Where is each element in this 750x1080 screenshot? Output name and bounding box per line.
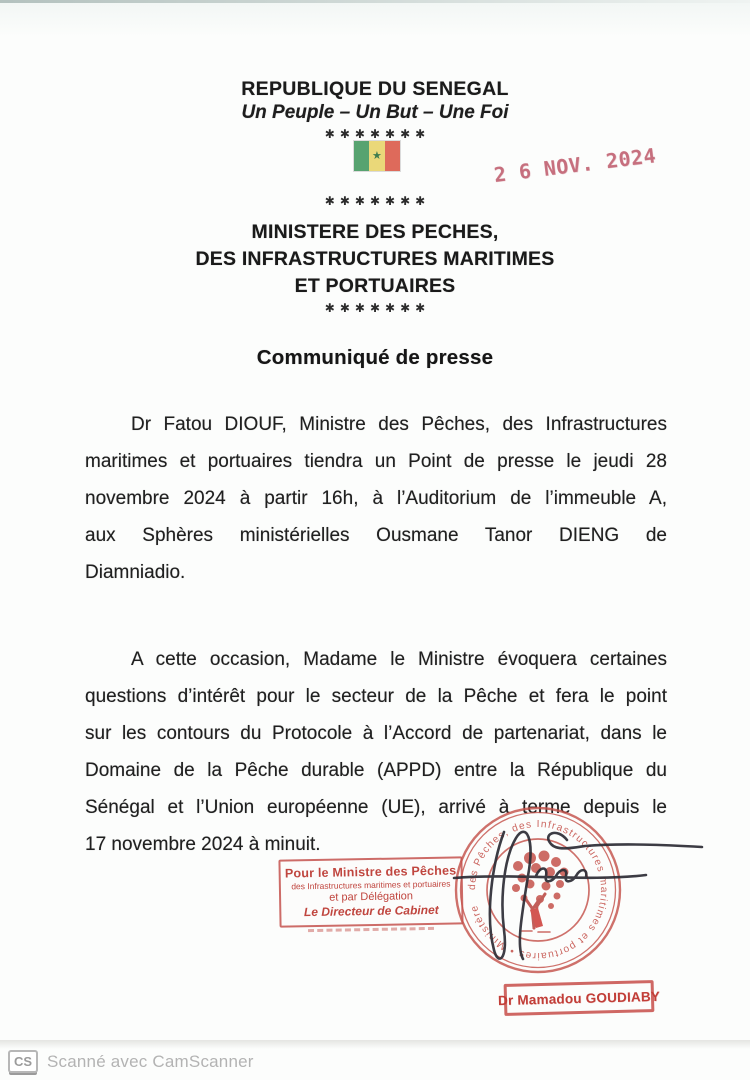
- signature: [440, 798, 712, 990]
- stamp-edge-marks: [308, 927, 434, 932]
- delegation-stamp-line2: des Infrastructures maritimes et portuaires: [291, 878, 451, 892]
- camscanner-label: Scanné avec CamScanner: [47, 1051, 254, 1071]
- separator-stars: ✱✱✱✱✱✱✱: [324, 194, 431, 208]
- flag-red-stripe: [385, 141, 400, 171]
- body-line: novembre 2024 à partir 16h, à l’Auditorium de l’immeuble A,: [85, 488, 667, 509]
- flag-yellow-stripe: [369, 141, 384, 171]
- body-line: questions d’intérêt pour le secteur de la Pêche et fera le point: [85, 686, 667, 707]
- body-line: Sénégal et l’Union européenne (UE), arrivé à terme depuis le: [85, 797, 667, 818]
- body-line: Domaine de la Pêche durable (APPD) entre la République du: [85, 760, 667, 781]
- delegation-stamp-line3: et par Délégation: [329, 890, 414, 904]
- body-paragraph-1: [85, 406, 667, 591]
- national-motto: Un Peuple – Un But – Une Foi: [241, 102, 509, 123]
- camscanner-footer: [8, 1050, 254, 1073]
- seal-ring-text: des Pêches, des Infrastructures maritimes et portuaires • Ministère: [466, 818, 610, 962]
- flag-green-stripe: [354, 141, 369, 171]
- ministry-name-line2: DES INFRASTRUCTURES MARITIMES: [195, 248, 555, 270]
- senegal-flag-icon: [354, 141, 400, 171]
- body-line: maritimes et portuaires tiendra un Point de presse le jeudi 28: [85, 451, 667, 472]
- delegation-stamp: [278, 856, 463, 927]
- scan-shadow-band: [0, 1040, 750, 1049]
- ministry-name-line1: MINISTERE DES PECHES,: [251, 221, 499, 243]
- delegation-stamp-line1: Pour le Ministre des Pêches: [284, 863, 457, 881]
- body-line: Diamniadio.: [85, 562, 186, 583]
- separator-stars: ✱✱✱✱✱✱✱: [324, 127, 431, 141]
- separator-stars: ✱✱✱✱✱✱✱: [324, 301, 431, 315]
- name-stamp: Dr Mamadou GOUDIABY: [504, 980, 655, 1016]
- body-line: Dr Fatou DIOUF, Ministre des Pêches, des Infrastructures: [131, 414, 667, 435]
- body-line: 17 novembre 2024 à minuit.: [85, 834, 321, 855]
- delegation-stamp-line4: Le Directeur de Cabinet: [303, 902, 439, 920]
- body-line: aux Sphères ministérielles Ousmane Tanor DIENG de: [85, 525, 667, 546]
- press-release-title: Communiqué de presse: [256, 346, 494, 369]
- body-line: sur les contours du Protocole à l’Accord de partenariat, dans le: [85, 723, 667, 744]
- republic-title: REPUBLIQUE DU SENEGAL: [241, 78, 509, 100]
- scan-tint: [0, 3, 750, 37]
- body-line: A cette occasion, Madame le Ministre évoquera certaines: [131, 649, 667, 670]
- received-date-stamp: 2 6 NOV. 2024: [492, 143, 658, 187]
- flag-star-icon: ★: [372, 148, 382, 162]
- ministry-name-line3: ET PORTUAIRES: [294, 275, 456, 297]
- camscanner-badge-icon: CS: [8, 1050, 38, 1073]
